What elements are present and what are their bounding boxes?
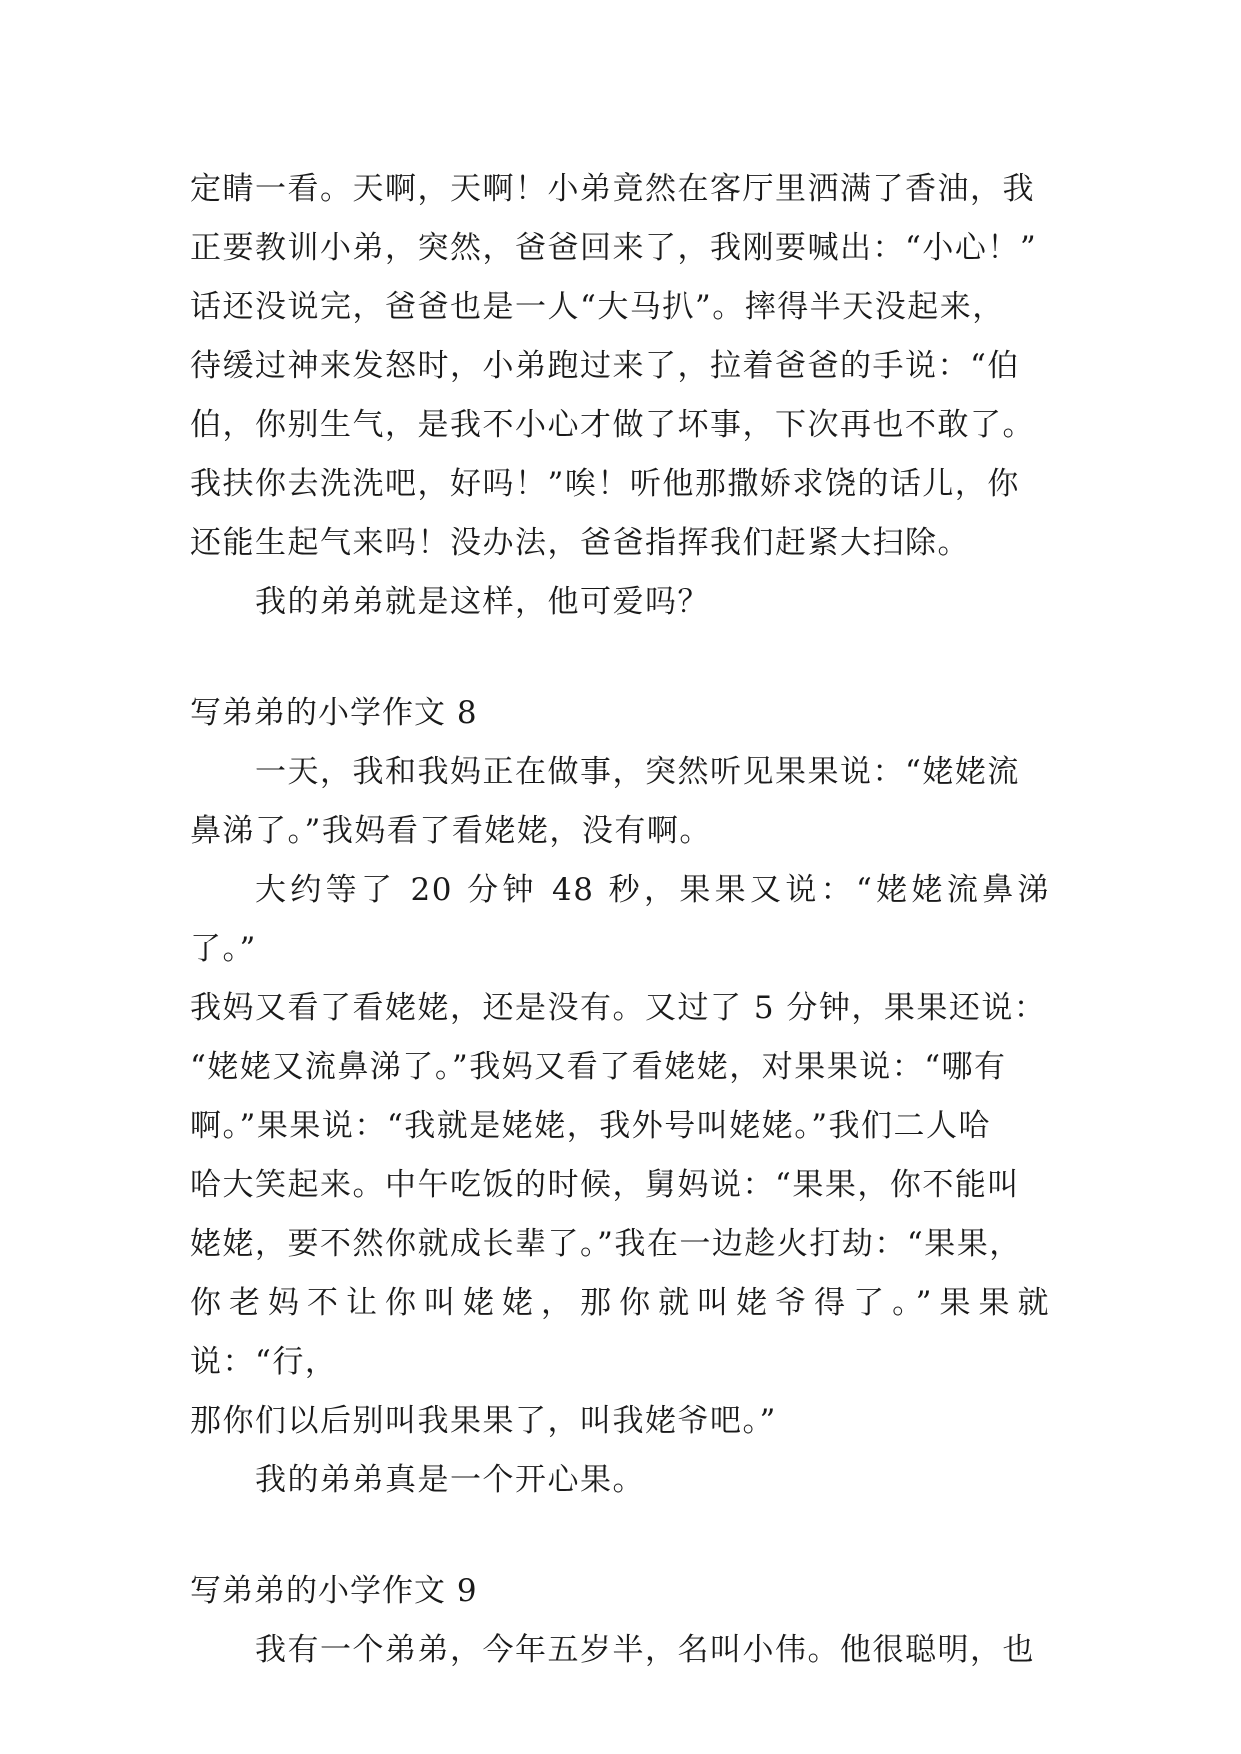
section-8: [190, 684, 1050, 1510]
paragraph-line: 我扶你去洗洗吧，好吗！”唉！听他那撒娇求饶的话儿，你: [190, 466, 1020, 502]
section-9: [190, 1562, 1050, 1680]
section-7-tail: [190, 160, 1050, 632]
paragraph-line: 伯，你别生气，是我不小心才做了坏事，下次再也不敢了。: [190, 407, 1035, 443]
section-gap: [190, 632, 1050, 684]
closing-paragraph: 我的弟弟就是这样，他可爱吗？: [255, 584, 710, 620]
paragraph-line: 待缓过神来发怒时，小弟跑过来了，拉着爸爸的手说：“伯: [190, 348, 1020, 384]
closing-paragraph: 我的弟弟真是一个开心果。: [255, 1462, 645, 1498]
paragraph-line: 你老妈不让你叫姥姥，那你就叫姥爷得了。”果果就说：“行，: [190, 1285, 1050, 1380]
paragraph-line: 哈大笑起来。中午吃饭的时候，舅妈说：“果果，你不能叫: [190, 1167, 1020, 1203]
document-body: [190, 160, 1050, 1680]
paragraph-line: 一天，我和我妈正在做事，突然听见果果说：“姥姥流: [255, 754, 1020, 790]
paragraph-line: 定睛一看。天啊，天啊！小弟竟然在客厅里洒满了香油，我: [190, 171, 1035, 207]
paragraph-line: 姥姥，要不然你就成长辈了。”我在一边趁火打劫：“果果，: [190, 1226, 1022, 1262]
paragraph-line: 啊。”果果说：“我就是姥姥，我外号叫姥姥。”我们二人哈: [190, 1108, 992, 1144]
paragraph-line: 话还没说完，爸爸也是一人“大马扒”。摔得半天没起来，: [190, 289, 1005, 325]
paragraph-line: 我有一个弟弟，今年五岁半，名叫小伟。他很聪明，也: [255, 1632, 1035, 1668]
section-title: 写弟弟的小学作文 9: [190, 1573, 478, 1609]
paragraph-line: 还能生起气来吗！没办法，爸爸指挥我们赶紧大扫除。: [190, 525, 970, 561]
section-gap: [190, 1510, 1050, 1562]
paragraph-line: 那你们以后别叫我果果了，叫我姥爷吧。”: [190, 1403, 777, 1439]
paragraph-line: 正要教训小弟，突然，爸爸回来了，我刚要喊出：“小心！”: [190, 230, 1038, 266]
paragraph-line: “姥姥又流鼻涕了。”我妈又看了看姥姥，对果果说：“哪有: [190, 1049, 1007, 1085]
section-title: 写弟弟的小学作文 8: [190, 695, 478, 731]
paragraph-line: 我妈又看了看姥姥，还是没有。又过了 5 分钟，果果还说：: [190, 990, 1047, 1026]
paragraph-line: 大约等了 20 分钟 48 秒，果果又说：“姥姥流鼻涕了。”: [190, 872, 1050, 967]
paragraph-line: 鼻涕了。”我妈看了看姥姥，没有啊。: [190, 813, 712, 849]
